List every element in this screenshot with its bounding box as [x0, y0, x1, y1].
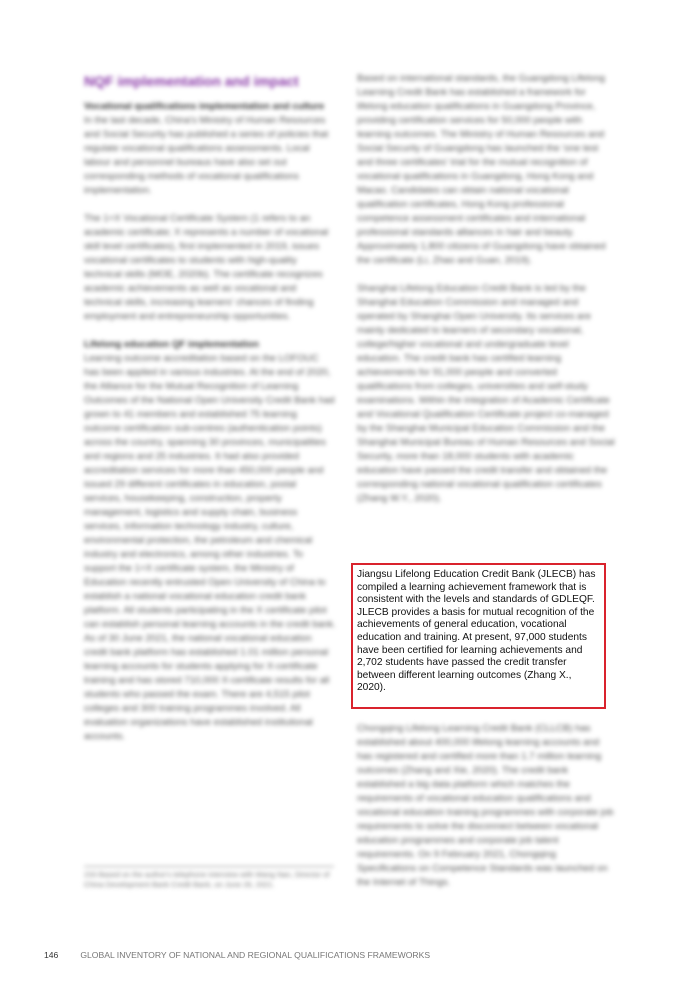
paragraph: Learning outcome accreditation based on the LOFOUC has been applied in various industries. At the end of 2020, the Alliance for the Mutual Recognition of Learning Outcomes of the National Open University Credit Bank had grown to 41 members and established 75 learning outcome certification sub-centres (authentication points) across the country, spanning 30 provinces, municipalities and regions and 25 industries. It had also provided accreditation services for more than 450,000 people and issued 29 different certificates in education, postal services, housekeeping, construction, property management, logistics and supply chain, business services, information technology industry, culture, environmental protection, the petroleum and chemical industry and electronics, among other industries. To support the 1+X certificate system, the Ministry of Education recently entrusted Open University of China to establish a national vocational education credit bank platform. All students participating in the X certificate pilot can establish personal learning accounts in the credit bank. As of 30 June 2021, the national vocational education credit bank platform has established 1.01 million personal learning accounts for students applying for X-certificate training and has stored 710,000 X-certificate results for all students who passed the exam. There are 4,515 pilot colleges and 300 training programmes involved. All evaluation organizations have established institutional accounts. — [84, 353, 336, 742]
section-title: NQF implementation and impact — [84, 73, 299, 89]
right-column — [357, 72, 615, 520]
page-number: 146 — [44, 950, 59, 960]
running-title: GLOBAL INVENTORY OF NATIONAL AND REGIONAL QUALIFICATIONS FRAMEWORKS — [80, 950, 431, 960]
subheading-vocational: Vocational qualifications implementation and culture — [84, 101, 325, 112]
paragraph: In the last decade, China's Ministry of Human Resources and Social Security has published a series of policies that regulate vocational qualifications assessments. Local labour and personnel bureaus have also set out corresponding methods of vocational qualifications implementation. — [84, 115, 329, 196]
highlighted-paragraph-box — [351, 563, 606, 709]
footnote: 233 Based on the author's telephone interview with Wang Nan, Director of China Development Bank Credit Bank, on June 26, 2021. — [84, 866, 334, 890]
left-column — [84, 72, 336, 744]
paragraph: Chongqing Lifelong Learning Credit Bank (CLLCB) has established about 400,000 lifelong learning accounts and has registered and certified more than 1.7 million learning outcomes (Zhang and Xie, 2020). The credit bank established a big data platform which matches the requirements of vocational education qualifications and vocational education training programmes with corporate job requirements to solve the disconnect between vocational education programmes and corporate job talent requirements. On 9 February 2021, Chongqing Specifications on Competence Standards was launched on the Internet of Things. — [357, 723, 614, 888]
highlighted-paragraph: Jiangsu Lifelong Education Credit Bank (JLECB) has compiled a learning achievement framework that is consistent with the levels and standards of GDLEQF. JLECB provides a basis for mutual recognition of the achievements of general education, vocational education and training. At present, 97,000 students have been certified for learning achievements and 2,702 students have passed the credit transfer between different learning outcomes (Zhang X., 2020). — [357, 569, 596, 694]
subheading-lifelong: Lifelong education QF implementation — [84, 339, 259, 350]
right-column-lower — [357, 722, 615, 890]
paragraph: Based on international standards, the Guangdong Lifelong Learning Credit Bank has established a framework for lifelong education qualifications in Guangdong Province, providing certification services for 50,000 people with learning outcomes. The Ministry of Human Resources and Social Security of Guangdong has launched the 'one test and three certificates' trial for the mutual recognition of vocational qualifications in Guangdong, Hong Kong and Macao. Candidates can obtain national vocational qualification certificates, Hong Kong professional competence assessment certificates and international professional standards alliances in hair and beauty. Approximately 1,800 citizens of Guangdong have obtained the certificate (Li, Zhao and Guan, 2019). — [357, 73, 606, 266]
paragraph: Shanghai Lifelong Education Credit Bank is led by the Shanghai Education Commission and managed and operated by Shanghai Open University. Its services are mainly dedicated to learners of secondary vocational, college/higher vocational and undergraduate level education. The credit bank has certified learning achievements for 91,000 people and converted qualifications from colleges, universities and self-study examinations. Within the integration of Academic Certificate and Vocational Qualification Certificate project co-managed by the Shanghai Municipal Education Commission and the Shanghai Municipal Bureau of Human Resources and Social Security, more than 18,000 students with academic education have passed the credit transfer and obtained the corresponding national vocational qualification certificates (Zhang W.Y., 2020). — [357, 283, 615, 504]
paragraph: The 1+X Vocational Certificate System (1 refers to an academic certificate; X represents a number of vocational skill level certificates), first implemented in 2019, issues vocational certificates to students with high-quality technical skills (MOE, 2020b). The certificate recognizes academic achievements as well as vocational and technical skills, increasing learners' chances of finding employment and entrepreneurship opportunities. — [84, 213, 329, 322]
page-footer — [44, 949, 664, 961]
